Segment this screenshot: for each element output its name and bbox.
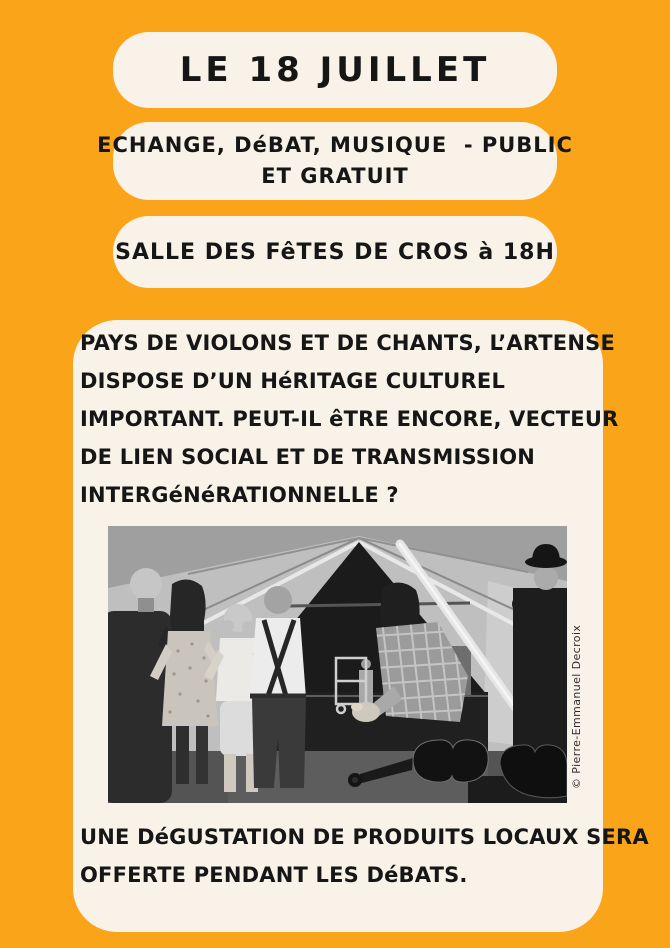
event-type-line: ET GRATUIT — [261, 164, 409, 188]
footer-note — [80, 818, 649, 894]
footer-line: OFFERTE PENDANT LES DéBATS. — [80, 863, 468, 887]
footer-line: UNE DéGUSTATION DE PRODUITS LOCAUX SERA — [80, 825, 649, 849]
photo-credit: © Pierre-Emmanuel Decroix — [570, 624, 583, 789]
event-type-line: ECHANGE, DéBAT, MUSIQUE - PUBLIC — [97, 133, 573, 157]
date-text: LE 18 JUILLET — [179, 50, 491, 90]
paragraph-line: DE LIEN SOCIAL ET DE TRANSMISSION — [80, 445, 536, 469]
venue-banner — [113, 216, 557, 288]
details-panel — [73, 320, 649, 932]
paragraph-line: IMPORTANT. PEUT-IL êTRE ENCORE, VECTEUR — [80, 407, 619, 431]
paragraph-line: INTERGéNéRATIONNELLE ? — [80, 483, 399, 507]
event-photo — [108, 526, 567, 803]
date-banner — [113, 32, 557, 108]
event-type-banner — [97, 122, 573, 200]
bw-photo-dancers-illustration — [108, 526, 567, 803]
venue-text: SALLE DES FêTES DE CROS à 18H — [115, 239, 555, 265]
paragraph-line: DISPOSE D’UN HéRITAGE CULTUREL — [80, 369, 506, 393]
intro-paragraph — [80, 324, 619, 514]
paragraph-line: PAYS DE VIOLONS ET DE CHANTS, L’ARTENSE — [80, 331, 615, 355]
